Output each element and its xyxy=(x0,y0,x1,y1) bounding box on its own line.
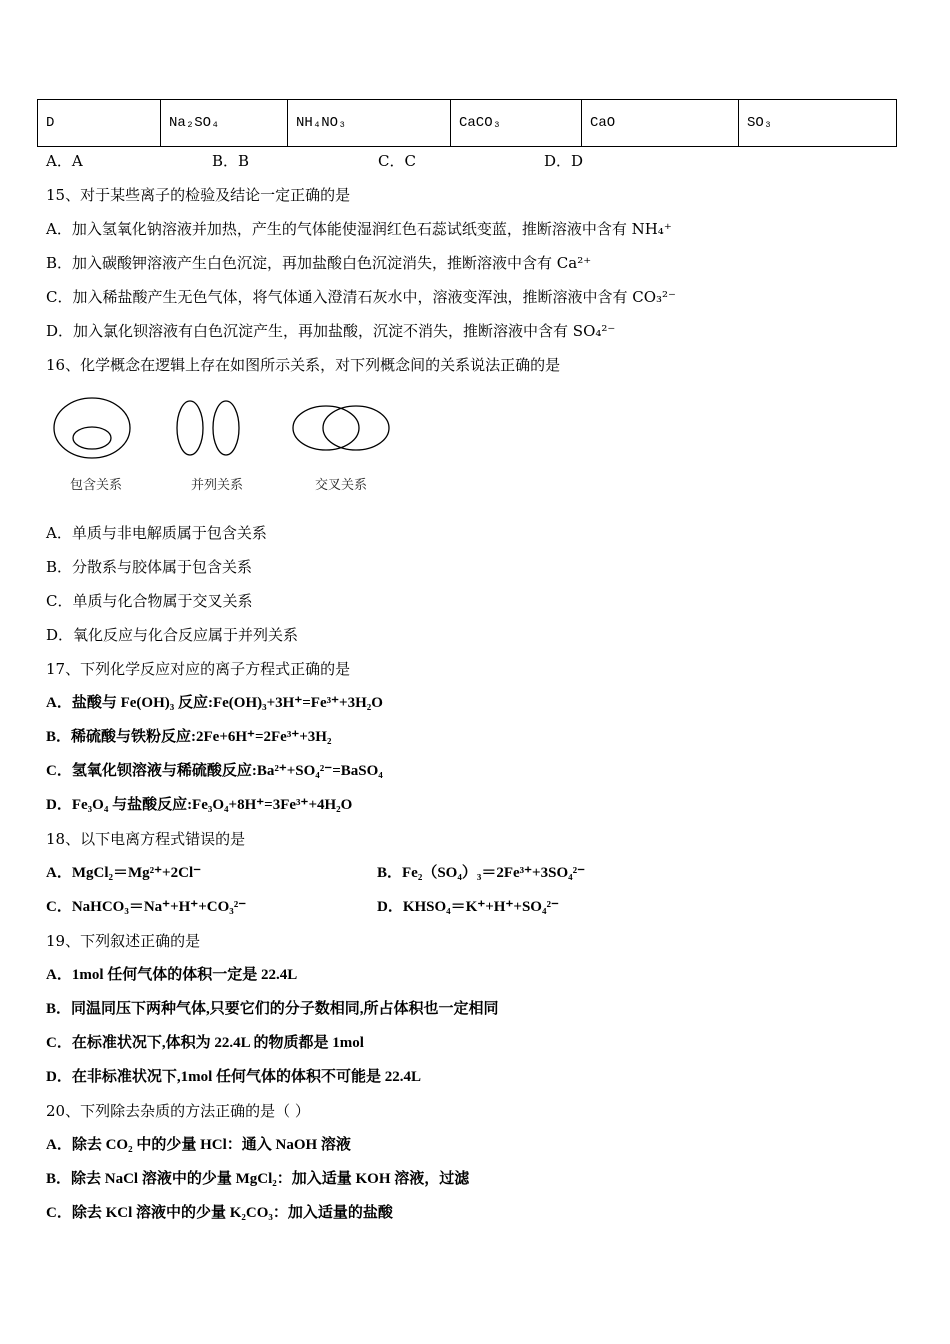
q16-option-b[interactable]: B．分散系与胶体属于包含关系 xyxy=(46,558,253,576)
table-cell: CaO xyxy=(582,100,739,147)
parallel-relation-figure xyxy=(177,401,239,455)
question-19-stem: 19、下列叙述正确的是 xyxy=(46,932,201,950)
q16-option-c[interactable]: C．单质与化合物属于交叉关系 xyxy=(46,592,253,610)
answer-option[interactable]: C．C xyxy=(378,152,416,170)
q20-option-b[interactable]: B．除去 NaCl 溶液中的少量 MgCl₂：加入适量 KOH 溶液，过滤 xyxy=(46,1171,470,1187)
logic-relation-diagram xyxy=(46,392,406,502)
question-20-stem: 20、下列除去杂质的方法正确的是（ ） xyxy=(46,1102,310,1120)
table-cell: Na₂SO₄ xyxy=(161,100,288,147)
table-cell: SO₃ xyxy=(739,100,897,147)
q18-option-c[interactable]: C．NaHCO₃＝Na⁺+H⁺+CO₃²⁻ xyxy=(46,899,247,915)
q17-option-b[interactable]: B．稀硫酸与铁粉反应:2Fe+6H⁺=2Fe³⁺+3H₂ xyxy=(46,729,332,745)
question-15-stem: 15、对于某些离子的检验及结论一定正确的是 xyxy=(46,186,351,204)
q19-option-d[interactable]: D．在非标准状况下,1mol 任何气体的体积不可能是 22.4L xyxy=(46,1069,422,1085)
answer-option[interactable]: A．A xyxy=(46,152,83,170)
q18-option-a[interactable]: A．MgCl₂＝Mg²⁺+2Cl⁻ xyxy=(46,865,202,881)
diagram-label-contain: 包含关系 xyxy=(69,478,123,493)
q17-option-a[interactable]: A．盐酸与 Fe(OH)₃ 反应:Fe(OH)₃+3H⁺=Fe³⁺+3H₂O xyxy=(46,695,383,711)
question-16-stem: 16、化学概念在逻辑上存在如图所示关系，对下列概念间的关系说法正确的是 xyxy=(46,356,561,374)
q17-option-d[interactable]: D．Fe₃O₄ 与盐酸反应:Fe₃O₄+8H⁺=3Fe³⁺+4H₂O xyxy=(46,797,353,813)
q20-option-c[interactable]: C．除去 KCl 溶液中的少量 K₂CO₃：加入适量的盐酸 xyxy=(46,1205,393,1221)
diagram-label-parallel: 并列关系 xyxy=(190,478,244,493)
q20-option-a[interactable]: A．除去 CO₂ 中的少量 HCl：通入 NaOH 溶液 xyxy=(46,1137,351,1153)
q19-option-c[interactable]: C．在标准状况下,体积为 22.4L 的物质都是 1mol xyxy=(46,1035,364,1051)
q18-option-d[interactable]: D．KHSO₄＝K⁺+H⁺+SO₄²⁻ xyxy=(377,899,559,915)
q14-answer-options xyxy=(46,151,583,171)
q19-option-b[interactable]: B．同温同压下两种气体,只要它们的分子数相同,所占体积也一定相同 xyxy=(46,1001,499,1017)
table-cell: NH₄NO₃ xyxy=(288,100,451,147)
option-table-row-d xyxy=(37,99,897,147)
answer-option[interactable]: D．D xyxy=(544,152,584,170)
contain-relation-figure xyxy=(54,398,130,458)
q15-option-b[interactable]: B．加入碳酸钾溶液产生白色沉淀，再加盐酸白色沉淀消失，推断溶液中含有 Ca²⁺ xyxy=(46,254,592,272)
table-cell: D xyxy=(38,100,161,147)
question-17-stem: 17、下列化学反应对应的离子方程式正确的是 xyxy=(46,660,351,678)
q16-option-d[interactable]: D．氧化反应与化合反应属于并列关系 xyxy=(46,626,299,644)
q19-option-a[interactable]: A．1mol 任何气体的体积一定是 22.4L xyxy=(46,967,298,983)
table-cell: CaCO₃ xyxy=(451,100,582,147)
diagram-label-intersect: 交叉关系 xyxy=(314,478,368,493)
q18-option-b[interactable]: B．Fe₂（SO₄）₃＝2Fe³⁺+3SO₄²⁻ xyxy=(377,865,586,881)
question-18-stem: 18、以下电离方程式错误的是 xyxy=(46,830,246,848)
q17-option-c[interactable]: C．氢氧化钡溶液与稀硫酸反应:Ba²⁺+SO₄²⁻=BaSO₄ xyxy=(46,763,383,779)
answer-option[interactable]: B．B xyxy=(212,152,250,170)
q16-option-a[interactable]: A．单质与非电解质属于包含关系 xyxy=(46,524,267,542)
q15-option-d[interactable]: D．加入氯化钡溶液有白色沉淀产生，再加盐酸，沉淀不消失，推断溶液中含有 SO₄²⁻ xyxy=(46,322,616,340)
q15-option-c[interactable]: C．加入稀盐酸产生无色气体，将气体通入澄清石灰水中，溶液变浑浊，推断溶液中含有 CO₃²⁻ xyxy=(46,288,676,306)
q15-option-a[interactable]: A．加入氢氧化钠溶液并加热，产生的气体能使湿润红色石蕊试纸变蓝，推断溶液中含有 NH₄⁺ xyxy=(46,220,672,238)
intersect-relation-figure xyxy=(293,406,389,450)
